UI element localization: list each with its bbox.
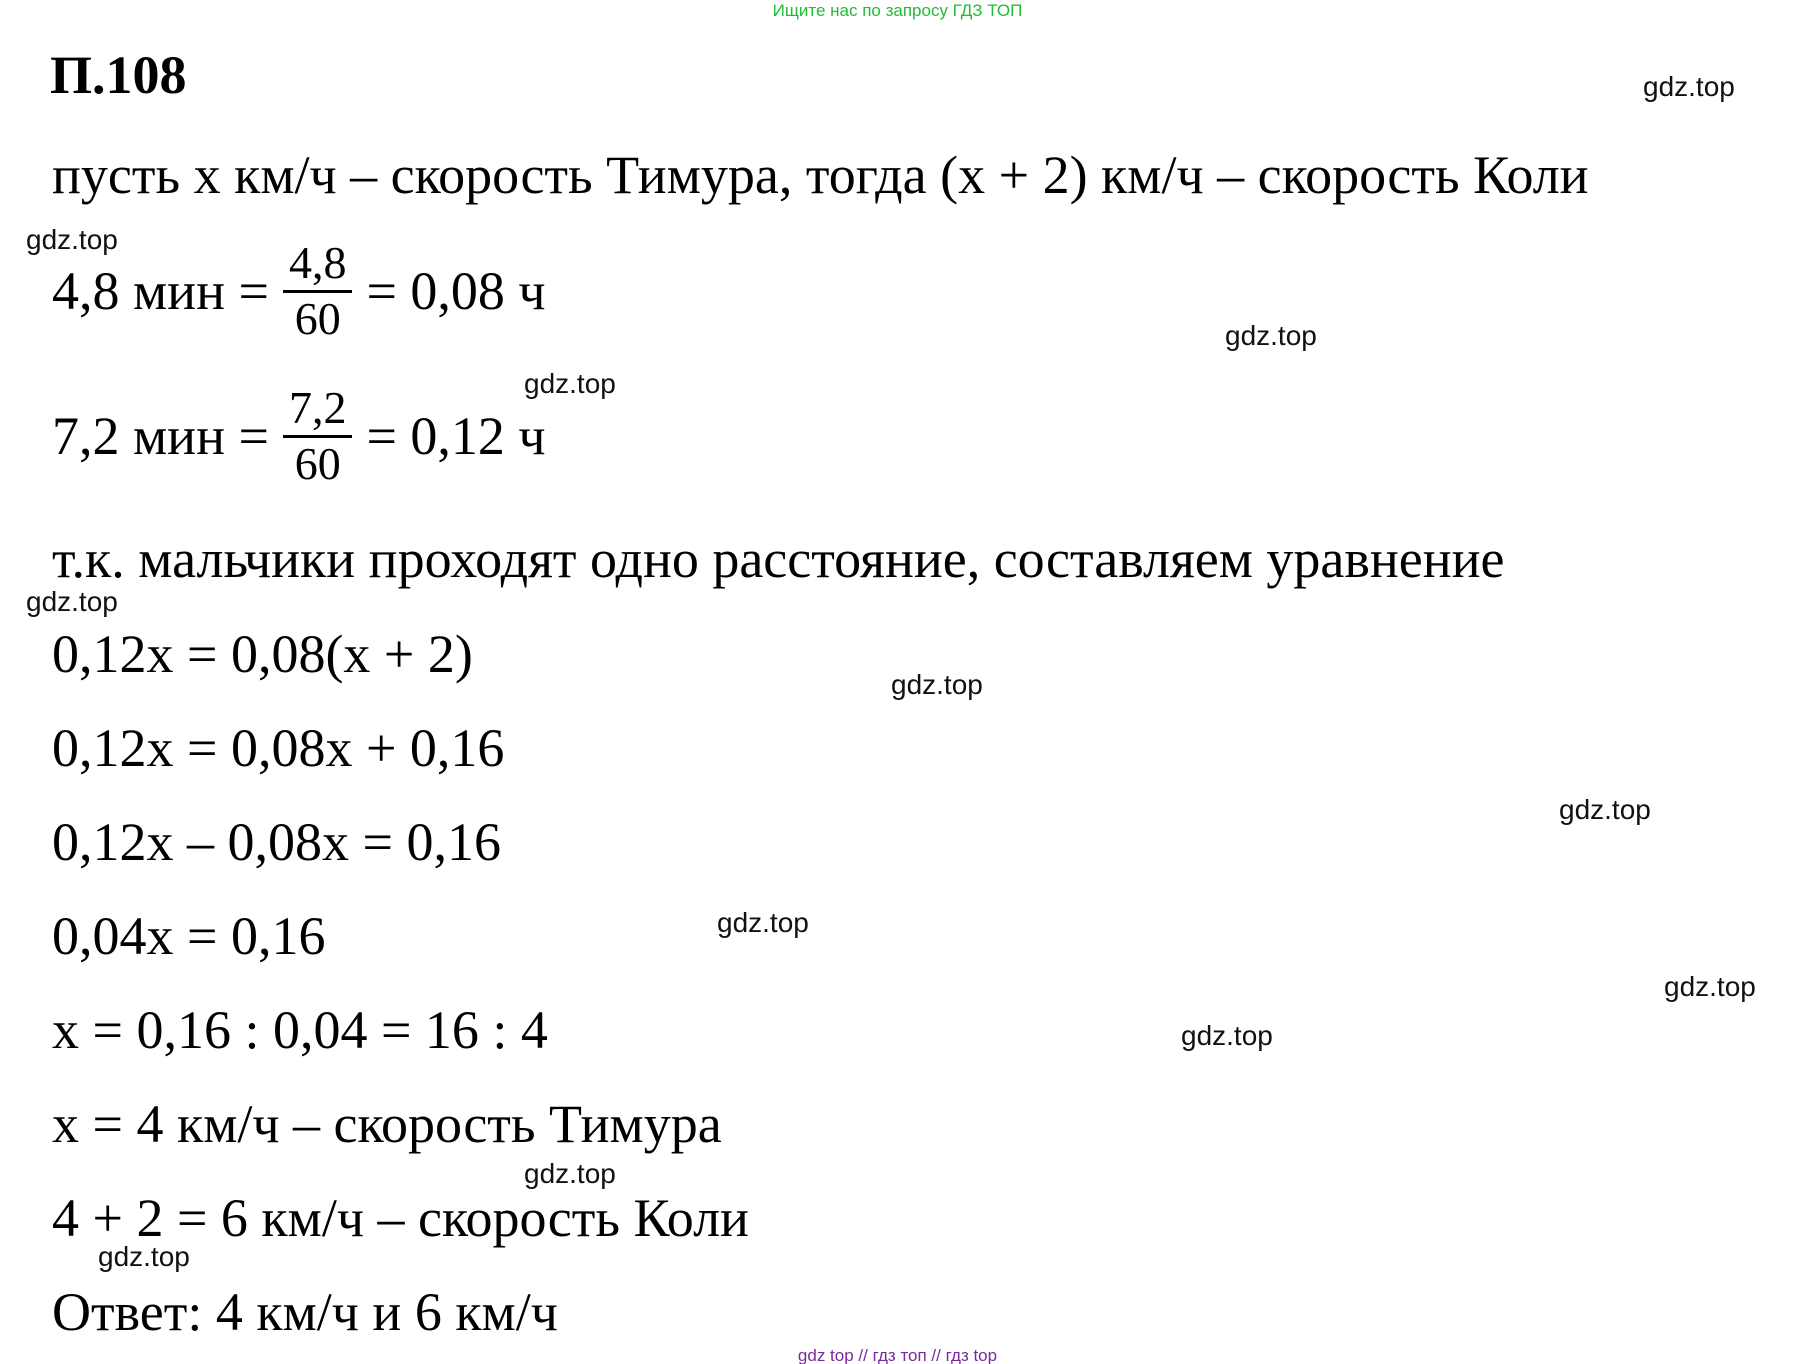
watermark: gdz.top [1559, 794, 1651, 825]
conversion-1 [52, 231, 546, 351]
watermark: gdz.top [1643, 71, 1735, 102]
reasoning-text: т.к. мальчики проходят одно расстояние, составляем уравнение [52, 529, 1505, 589]
intro-text: пусть x км/ч – скорость Тимура, тогда (x + 2) км/ч – скорость Коли [52, 145, 1589, 205]
watermark: gdz.top [1225, 320, 1317, 351]
equation-step-2: 0,12x = 0,08x + 0,16 [52, 718, 505, 778]
equation-step-5: x = 0,16 : 0,04 = 16 : 4 [52, 1000, 548, 1060]
watermark: gdz.top [524, 1158, 616, 1189]
conversion-1-fraction [283, 239, 353, 343]
equation-step-4: 0,04x = 0,16 [52, 906, 326, 966]
equation-step-3: 0,12x – 0,08x = 0,16 [52, 812, 501, 872]
watermark: gdz.top [26, 224, 118, 255]
answer-text: Ответ: 4 км/ч и 6 км/ч [52, 1282, 558, 1342]
equation-step-6: x = 4 км/ч – скорость Тимура [52, 1094, 722, 1154]
conversion-2-denominator: 60 [294, 437, 341, 489]
conversion-1-rhs: = 0,08 ч [366, 261, 546, 321]
footer-banner: gdz top // гдз топ // гдз top [797, 1346, 998, 1364]
conversion-2-rhs: = 0,12 ч [366, 406, 546, 466]
search-hint-banner: Ищите нас по запросу ГДЗ ТОП [772, 1, 1023, 20]
equation-step-1: 0,12x = 0,08(x + 2) [52, 624, 473, 684]
watermark: gdz.top [524, 368, 616, 399]
watermark: gdz.top [1181, 1020, 1273, 1051]
conversion-1-numerator: 4,8 [283, 239, 353, 292]
conversion-1-denominator: 60 [294, 292, 341, 344]
conversion-2-numerator: 7,2 [283, 384, 353, 437]
page-title: П.108 [50, 45, 187, 105]
watermark: gdz.top [891, 669, 983, 700]
conversion-1-lhs: 4,8 мин = [52, 261, 269, 321]
watermark: gdz.top [1664, 971, 1756, 1002]
conversion-2 [52, 376, 546, 496]
watermark: gdz.top [717, 907, 809, 938]
equation-step-7: 4 + 2 = 6 км/ч – скорость Коли [52, 1188, 749, 1248]
conversion-2-lhs: 7,2 мин = [52, 406, 269, 466]
watermark: gdz.top [26, 586, 118, 617]
conversion-2-fraction [283, 384, 353, 488]
watermark: gdz.top [98, 1241, 190, 1272]
